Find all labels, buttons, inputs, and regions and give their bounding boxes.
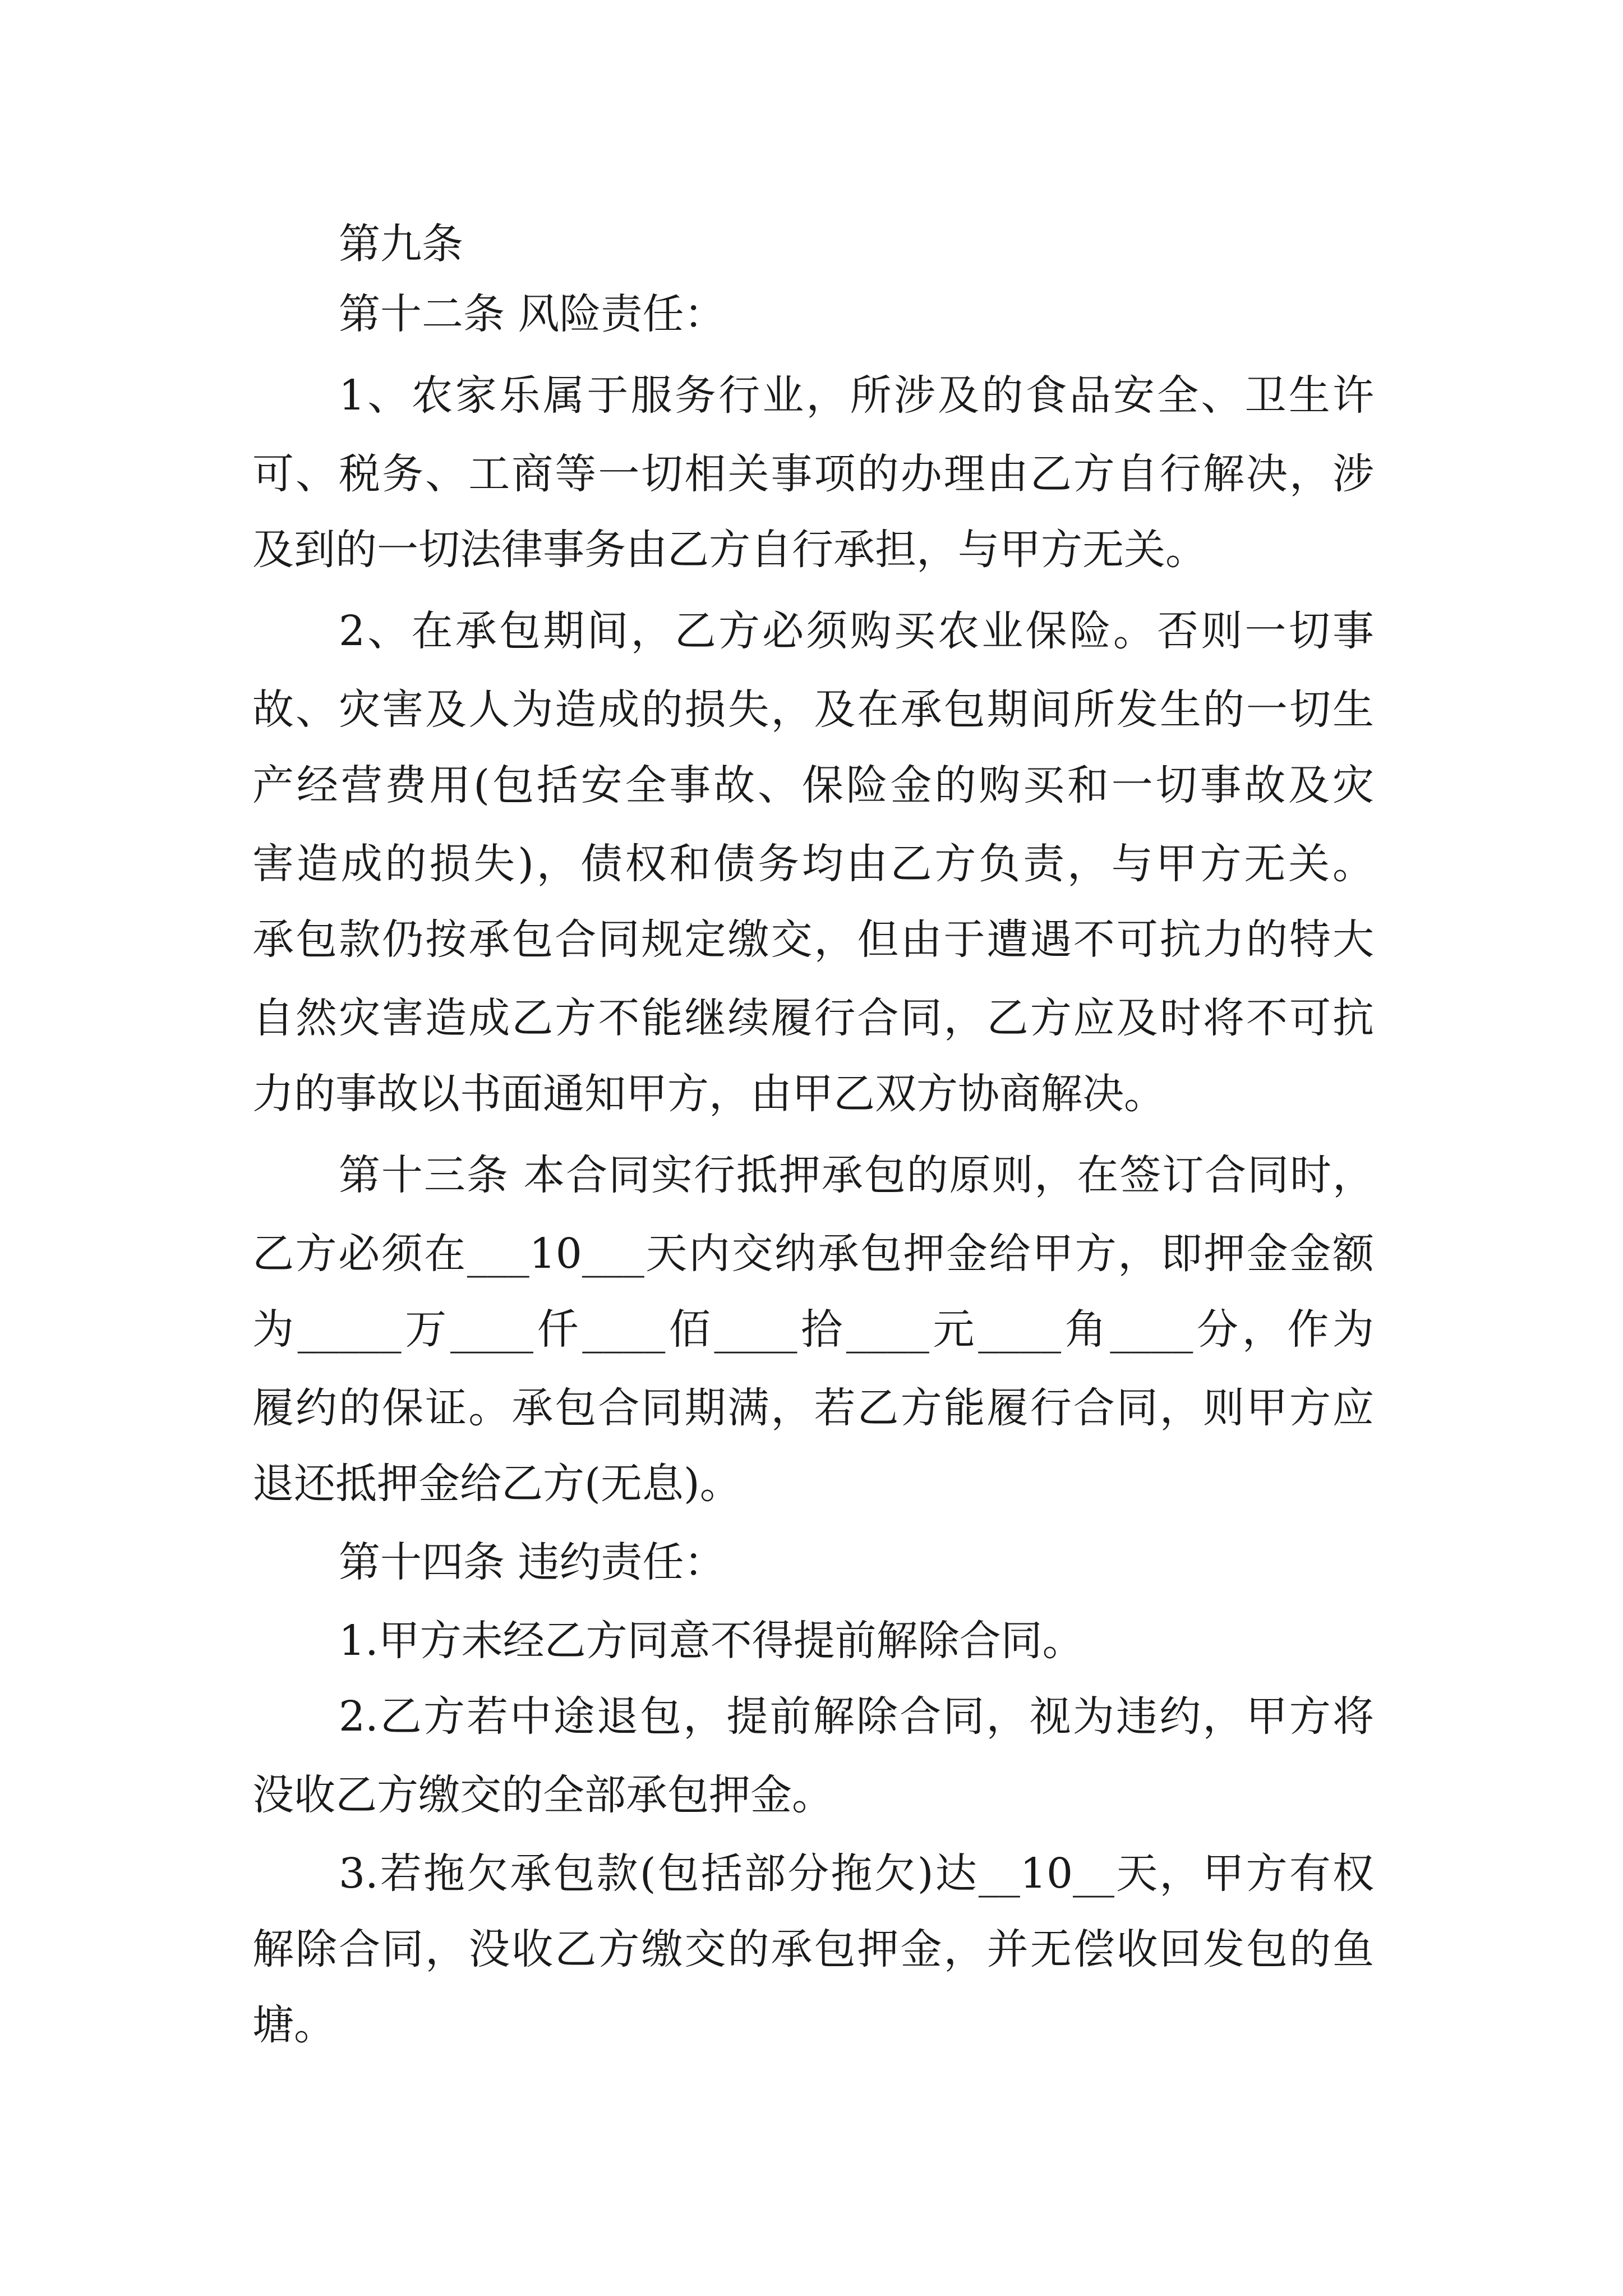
paragraph-line: 履约的保证。承包合同期满，若乙方能履行合同，则甲方应 — [252, 1384, 1374, 1432]
paragraph-line: 产经营费用(包括安全事故、保险金的购买和一切事故及灾 — [252, 761, 1374, 809]
paragraph-line: 及到的一切法律事务由乙方自行承担，与甲方无关。 — [252, 526, 1207, 574]
paragraph-line: 可、税务、工商等一切相关事项的办理由乙方自行解决，涉 — [252, 450, 1374, 498]
paragraph-line: 3.若拖欠承包款(包括部分拖欠)达__10__天，甲方有权 — [339, 1849, 1374, 1898]
paragraph-line: 害造成的损失)，债权和债务均由乙方负责，与甲方无关。 — [252, 840, 1374, 888]
paragraph-line: 故、灾害及人为造成的损失，及在承包期间所发生的一切生 — [252, 685, 1374, 734]
paragraph-line: 1.甲方未经乙方同意不得提前解除合同。 — [339, 1617, 1084, 1665]
paragraph-line: 2、在承包期间，乙方必须购买农业保险。否则一切事 — [339, 607, 1374, 655]
paragraph-line: 退还抵押金给乙方(无息)。 — [252, 1460, 741, 1508]
paragraph-line: 承包款仍按承包合同规定缴交，但由于遭遇不可抗力的特大 — [252, 915, 1374, 964]
paragraph-line: 自然灾害造成乙方不能继续履行合同，乙方应及时将不可抗 — [252, 994, 1374, 1042]
article-12-heading: 第十二条 风险责任： — [339, 290, 726, 338]
paragraph-line: 解除合同，没收乙方缴交的承包押金，并无偿收回发包的鱼 — [252, 1925, 1374, 1973]
paragraph-line: 没收乙方缴交的全部承包押金。 — [252, 1771, 833, 1819]
paragraph-line: 为_____万____仟____佰____拾____元____角____分，作为 — [252, 1305, 1374, 1354]
paragraph-line: 乙方必须在___10___天内交纳承包押金给甲方，即押金金额 — [252, 1230, 1374, 1278]
article-9-heading: 第九条 — [339, 220, 463, 268]
article-14-heading: 第十四条 违约责任： — [339, 1538, 726, 1586]
paragraph-line: 2.乙方若中途退包，提前解除合同，视为违约，甲方将 — [339, 1692, 1374, 1741]
paragraph-line: 塘。 — [252, 2001, 335, 2049]
paragraph-line: 力的事故以书面通知甲方，由甲乙双方协商解决。 — [252, 1070, 1165, 1118]
paragraph-line: 1、农家乐属于服务行业，所涉及的食品安全、卫生许 — [339, 371, 1374, 420]
article-13-line: 第十三条 本合同实行抵押承包的原则，在签订合同时， — [339, 1151, 1374, 1199]
